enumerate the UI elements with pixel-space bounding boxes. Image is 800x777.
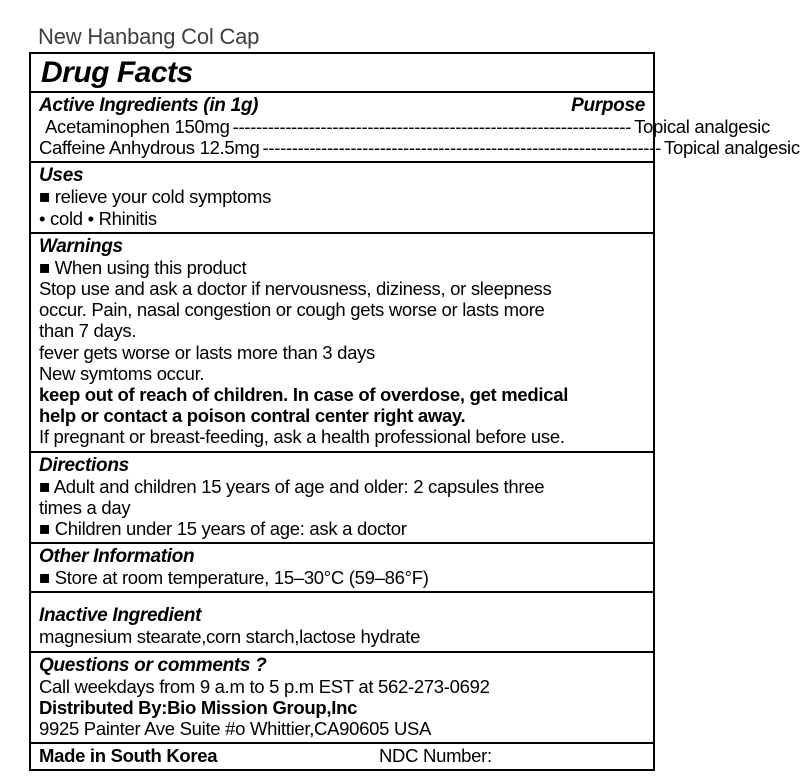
warnings-line: ■ When using this product: [39, 256, 247, 278]
section-drug-facts: [31, 54, 653, 91]
section-questions: [31, 651, 653, 743]
ingredient-purpose: Topical analgesic: [634, 116, 770, 137]
ingredient-name: Acetaminophen 150mg: [45, 116, 230, 137]
leader-dashes: --------------------------------------------------------------------: [232, 116, 632, 137]
warnings-keep-away-line: help or contact a poison contral center right away.: [39, 405, 466, 427]
warnings-line: occur. Pain, nasal congestion or cough gets worse or lasts more: [39, 299, 545, 321]
drug-facts-panel: [29, 52, 800, 771]
uses-line: ■ relieve your cold symptoms: [39, 186, 272, 208]
section-uses: [31, 161, 653, 231]
drug-facts-heading: Drug Facts: [41, 56, 193, 89]
questions-heading: Questions or comments ?: [39, 654, 267, 676]
ingredient-name: Caffeine Anhydrous 12.5mg: [39, 137, 260, 159]
product-title: New Hanbang Col Cap: [38, 24, 260, 49]
directions-line: ■ Children under 15 years of age: ask a doctor: [39, 518, 407, 540]
ingredient-row: [39, 116, 770, 137]
uses-heading: Uses: [39, 165, 84, 187]
made-in-label: Made in South Korea: [39, 745, 218, 767]
distributor-address-line: 9925 Painter Ave Suite #o Whittier,CA90605 USA: [39, 718, 432, 740]
warnings-line: than 7 days.: [39, 320, 137, 342]
directions-line: times a day: [39, 496, 131, 518]
other-information-line: ■ Store at room temperature, 15–30°C (59–86°F): [39, 567, 429, 589]
questions-line: Call weekdays from 9 a.m to 5 p.m EST at 562-273-0692: [39, 675, 490, 697]
ndc-number-label: NDC Number:: [379, 745, 492, 767]
inactive-ingredient-line: magnesium stearate,corn starch,lactose hydrate: [39, 626, 421, 648]
uses-line: • cold • Rhinitis: [39, 207, 157, 229]
ingredient-purpose: Topical analgesic: [664, 137, 800, 159]
warnings-line: New symtoms occur.: [39, 362, 205, 384]
section-directions: [31, 451, 653, 543]
warnings-line: Stop use and ask a doctor if nervousness, diziness, or sleepness: [39, 278, 552, 300]
section-other-information: [31, 542, 653, 591]
section-footer: [31, 742, 653, 769]
section-warnings: [31, 232, 653, 451]
directions-line: ■ Adult and children 15 years of age and older: 2 capsules three: [39, 475, 545, 497]
other-information-heading: Other Information: [39, 546, 195, 568]
section-active-ingredients: [31, 91, 800, 161]
distributor-line: Distributed By:Bio Mission Group,Inc: [39, 696, 358, 718]
purpose-heading: Purpose: [571, 95, 645, 116]
warnings-line: If pregnant or breast-feeding, ask a health professional before use.: [39, 426, 565, 448]
inactive-ingredient-heading: Inactive Ingredient: [39, 605, 202, 627]
section-inactive-ingredient: [31, 591, 653, 650]
active-ingredients-heading: Active Ingredients (in 1g): [39, 95, 259, 116]
leader-dashes: --------------------------------------------------------------------: [262, 137, 662, 159]
ingredient-row: [39, 137, 800, 159]
warnings-keep-away-line: keep out of reach of children. In case of overdose, get medical: [39, 384, 569, 406]
warnings-line: fever gets worse or lasts more than 3 days: [39, 341, 375, 363]
warnings-heading: Warnings: [39, 235, 123, 257]
directions-heading: Directions: [39, 454, 129, 476]
